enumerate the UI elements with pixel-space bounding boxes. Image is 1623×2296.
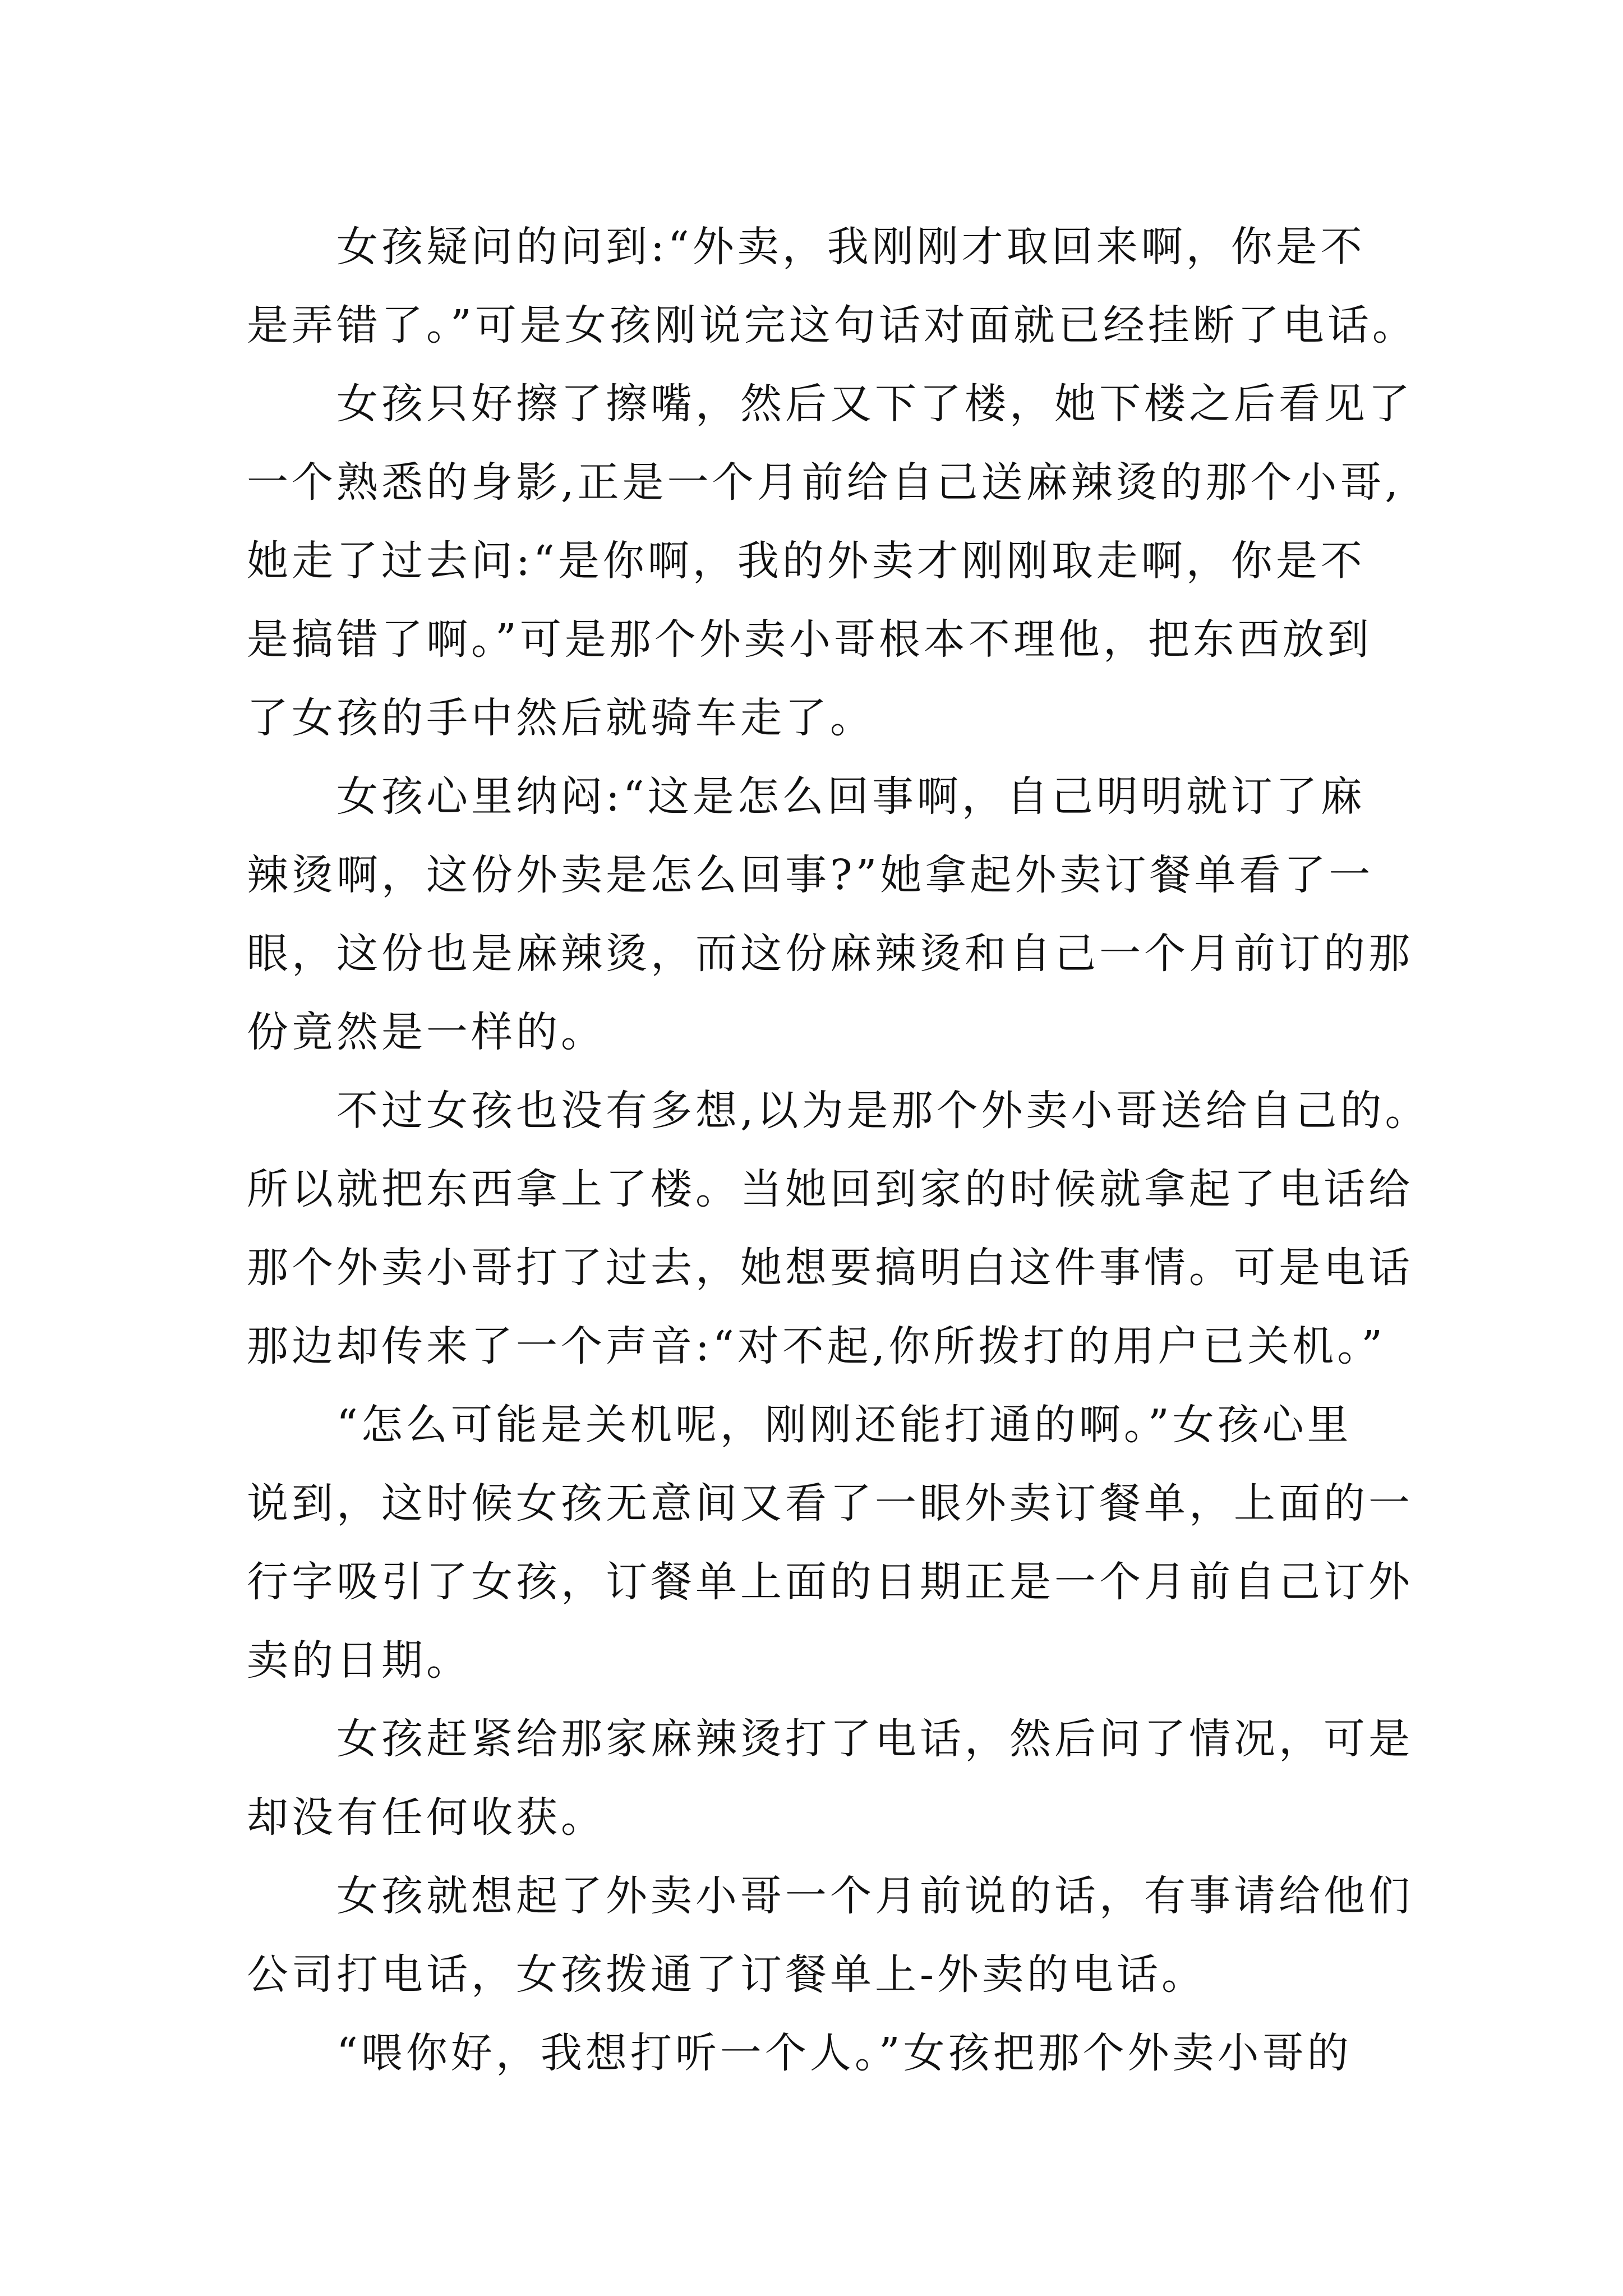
- text-line: 女孩就想起了外卖小哥一个月前说的话，有事请给他们: [336, 1872, 1413, 1920]
- text-line: “怎么可能是关机呢，刚刚还能打通的啊。”女孩心里: [336, 1401, 1352, 1449]
- text-line: 女孩心里纳闷:“这是怎么回事啊，自己明明就订了麻: [336, 772, 1366, 821]
- text-line: 那个外卖小哥打了过去，她想要搞明白这件事情。可是电话: [247, 1244, 1413, 1292]
- text-line: 女孩只好擦了擦嘴，然后又下了楼，她下楼之后看见了: [336, 380, 1413, 428]
- text-line: “喂你好，我想打听一个人。”女孩把那个外卖小哥的: [336, 2029, 1352, 2077]
- text-line: 了女孩的手中然后就骑车走了。: [247, 694, 875, 742]
- text-line: 她走了过去问:“是你啊，我的外卖才刚刚取走啊，你是不: [247, 537, 1366, 585]
- text-line: 卖的日期。: [247, 1636, 471, 1685]
- text-line: 女孩疑问的问到:“外卖，我刚刚才取回来啊，你是不: [336, 223, 1366, 271]
- text-line: 那边却传来了一个声音:“对不起,你所拨打的用户已关机。”: [247, 1322, 1386, 1370]
- text-line: 却没有任何收获。: [247, 1793, 606, 1842]
- document-body: [247, 208, 1430, 2092]
- text-line: 是弄错了。”可是女孩刚说完这句话对面就已经挂断了电话。: [247, 301, 1417, 349]
- text-line: 不过女孩也没有多想,以为是那个外卖小哥送给自己的。: [336, 1087, 1430, 1135]
- text-line: 公司打电话，女孩拨通了订餐单上-外卖的电话。: [247, 1950, 1207, 1999]
- text-line: 说到，这时候女孩无意间又看了一眼外卖订餐单，上面的一: [247, 1479, 1413, 1527]
- text-line: 行字吸引了女孩，订餐单上面的日期正是一个月前自己订外: [247, 1558, 1413, 1606]
- text-line: 是搞错了啊。”可是那个外卖小哥根本不理他，把东西放到: [247, 615, 1372, 664]
- text-line: 眼，这份也是麻辣烫，而这份麻辣烫和自己一个月前订的那: [247, 930, 1413, 978]
- text-line: 女孩赶紧给那家麻辣烫打了电话，然后问了情况，可是: [336, 1715, 1413, 1763]
- text-line: 辣烫啊，这份外卖是怎么回事?”她拿起外卖订餐单看了一: [247, 851, 1374, 899]
- text-line: 一个熟悉的身影,正是一个月前给自己送麻辣烫的那个小哥,: [247, 458, 1402, 507]
- text-line: 所以就把东西拿上了楼。当她回到家的时候就拿起了电话给: [247, 1165, 1413, 1213]
- text-line: 份竟然是一样的。: [247, 1008, 606, 1056]
